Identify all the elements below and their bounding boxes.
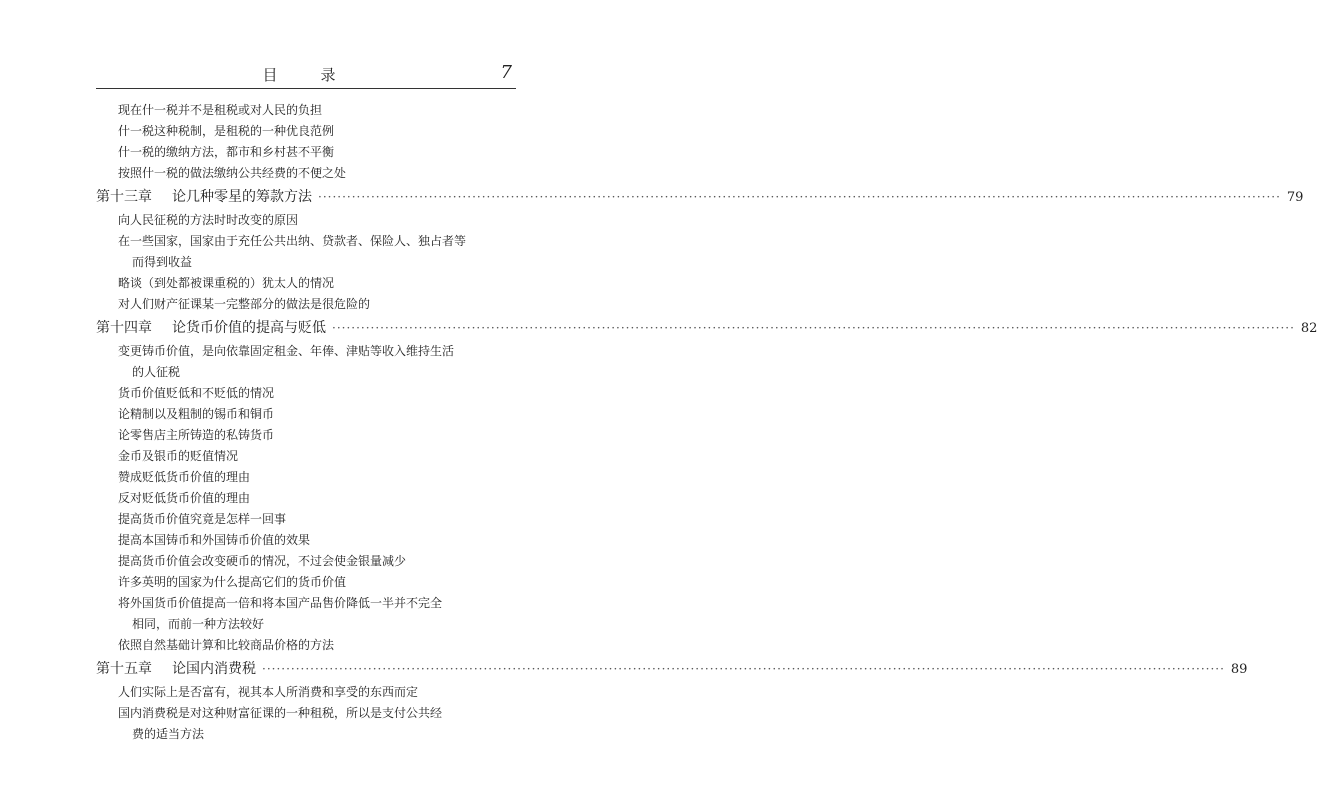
entry-text: 国内消费税是对这种财富征课的一种租税，所以是支付公共经 — [118, 706, 443, 720]
entry-text: 赞成贬低货币价值的理由 — [118, 470, 251, 484]
entry-text: 提高本国铸币和外国铸币价值的效果 — [118, 533, 311, 547]
entry-text: 货币价值贬低和不贬低的情况 — [118, 386, 275, 400]
chapter-page: 79 — [1286, 190, 1304, 205]
toc-entry — [96, 703, 516, 745]
chapter-number: 第十四章 — [96, 320, 152, 336]
toc-entry — [96, 210, 516, 231]
entry-text: 提高货币价值会改变硬币的情况，不过会使金银量减少 — [118, 554, 407, 568]
chapter-page: 89 — [1230, 662, 1248, 677]
entry-text: 变更铸币价值，是向依靠固定租金、年俸、津贴等收入维持生活 — [118, 344, 455, 358]
chapter-title: 论几种零星的筹款方法 — [172, 189, 312, 205]
toc-entry — [96, 100, 516, 121]
toc-entry — [96, 509, 516, 530]
entry-text: 什一税这种税制，是租税的一种优良范例 — [118, 124, 335, 138]
entry-text: 提高货币价值究竟是怎样一回事 — [118, 512, 287, 526]
toc-entry — [96, 572, 516, 593]
toc-entry — [96, 142, 516, 163]
leader-dots: ········································································································································································································ — [262, 662, 1225, 676]
leader-dots: ········································································································································································································ — [332, 321, 1295, 335]
toc-entry — [96, 682, 516, 703]
toc-entry — [96, 635, 516, 656]
entry-text: 向人民征税的方法时时改变的原因 — [118, 213, 299, 227]
toc-entry — [96, 425, 516, 446]
toc-entry — [96, 488, 516, 509]
toc-entry — [96, 121, 516, 142]
entry-text: 论零售店主所铸造的私铸货币 — [118, 428, 275, 442]
chapter-page: 82 — [1300, 321, 1317, 336]
entry-text: 反对贬低货币价值的理由 — [118, 491, 251, 505]
entry-continuation: 的人征税 — [132, 365, 181, 379]
toc-entry — [96, 467, 516, 488]
table-of-contents — [96, 100, 1317, 745]
entry-text: 依照自然基础计算和比较商品价格的方法 — [118, 638, 335, 652]
toc-entry — [96, 383, 516, 404]
toc-entry — [96, 551, 516, 572]
entry-text: 金币及银币的贬值情况 — [118, 449, 239, 463]
entry-text: 略谈（到处都被课重税的）犹太人的情况 — [118, 276, 335, 290]
leader-dots: ········································································································································································································ — [318, 190, 1281, 204]
running-title: 目 录 — [262, 66, 350, 84]
entry-text: 按照什一税的做法缴纳公共经费的不便之处 — [118, 166, 347, 180]
toc-entry — [96, 273, 516, 294]
entry-continuation: 而得到收益 — [132, 255, 193, 269]
entry-text: 在一些国家，国家由于充任公共出纳、贷款者、保险人、独占者等 — [118, 234, 467, 248]
chapter-title: 论货币价值的提高与贬低 — [172, 320, 326, 336]
toc-chapter — [96, 185, 1304, 210]
page-header — [96, 58, 516, 89]
chapter-number: 第十三章 — [96, 189, 152, 205]
toc-entry — [96, 593, 516, 635]
entry-text: 许多英明的国家为什么提高它们的货币价值 — [118, 575, 347, 589]
entry-continuation: 费的适当方法 — [132, 727, 205, 741]
toc-entry — [96, 404, 516, 425]
toc-entry — [96, 446, 516, 467]
entry-continuation: 相同，而前一种方法较好 — [132, 617, 265, 631]
toc-entry — [96, 341, 516, 383]
entry-text: 将外国货币价值提高一倍和将本国产品售价降低一半并不完全 — [118, 596, 443, 610]
entry-text: 什一税的缴纳方法，都市和乡村甚不平衡 — [118, 145, 335, 159]
entry-text: 对人们财产征课某一完整部分的做法是很危险的 — [118, 297, 371, 311]
toc-entry — [96, 231, 516, 273]
entry-text: 现在什一税并不是租税或对人民的负担 — [118, 103, 323, 117]
entry-text: 人们实际上是否富有，视其本人所消费和享受的东西而定 — [118, 685, 419, 699]
chapter-title: 论国内消费税 — [172, 661, 256, 677]
toc-chapter — [96, 657, 1248, 682]
toc-chapter — [96, 316, 1317, 341]
toc-entry — [96, 530, 516, 551]
page-number: 7 — [500, 62, 512, 83]
entry-text: 论精制以及粗制的锡币和铜币 — [118, 407, 275, 421]
chapter-number: 第十五章 — [96, 661, 152, 677]
toc-entry — [96, 163, 516, 184]
toc-entry — [96, 294, 516, 315]
